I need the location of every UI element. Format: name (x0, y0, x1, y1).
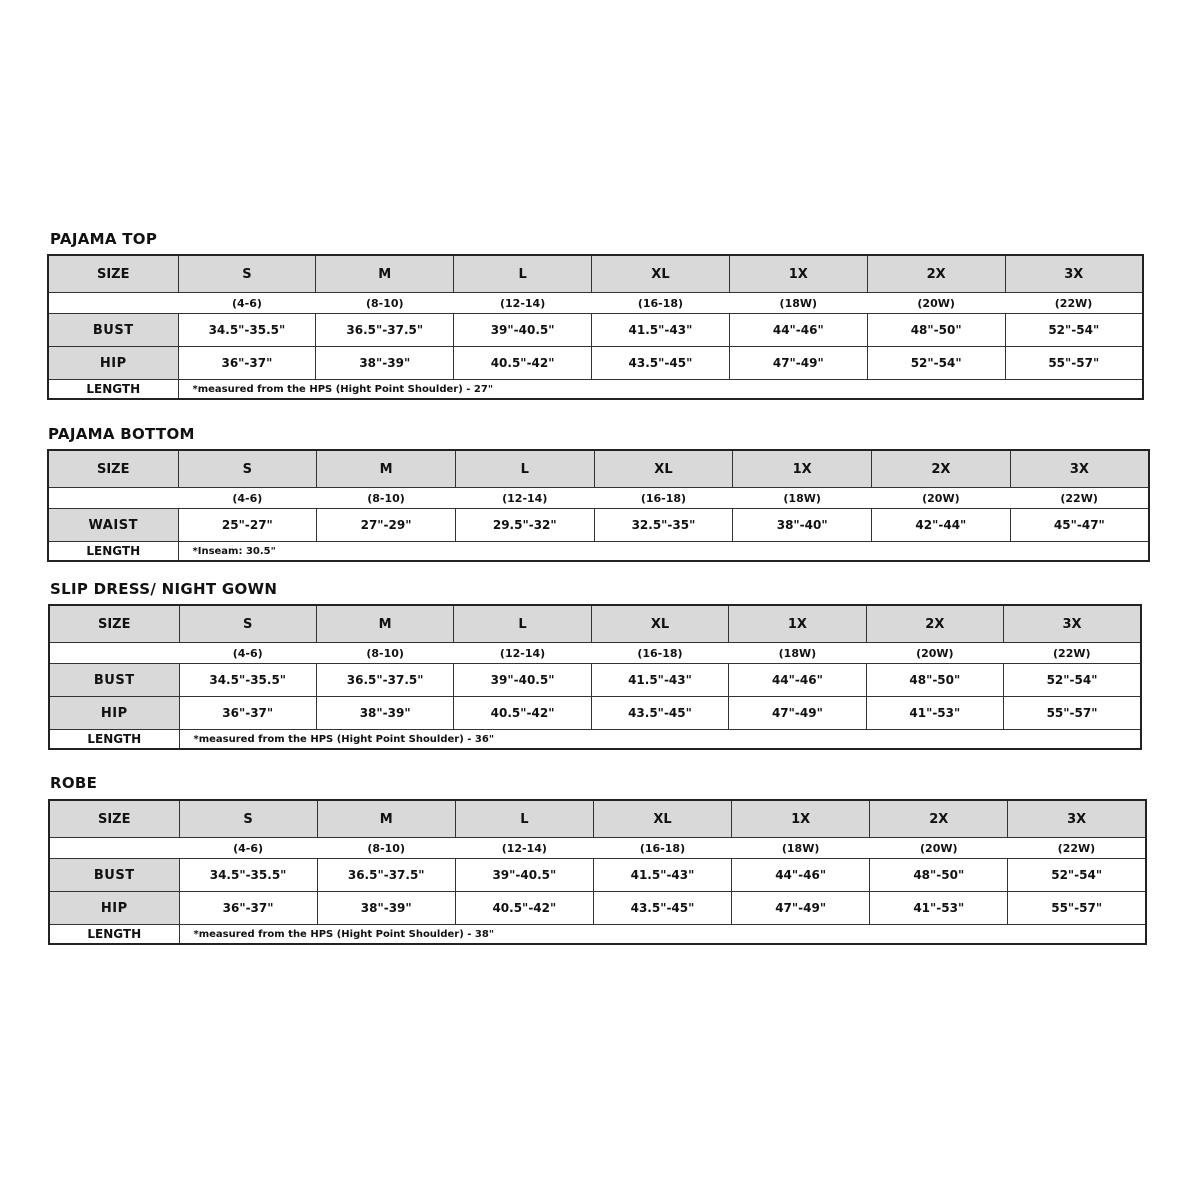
size-l: L (454, 605, 591, 643)
numeric-size: (18W) (729, 643, 866, 664)
size-table-robe (48, 799, 1147, 945)
measurement-cell: 39"-40.5" (454, 664, 591, 697)
size-header-row (49, 800, 1146, 838)
measurement-cell: 25"-27" (178, 509, 317, 542)
bust-row (49, 664, 1141, 697)
numeric-size: (4-6) (178, 293, 316, 314)
row-label-hip: HIP (48, 347, 178, 380)
row-label-bust: BUST (49, 664, 179, 697)
measurement-cell: 47"-49" (729, 697, 866, 730)
size-header-row (48, 255, 1143, 293)
measurement-cell: 52"-54" (867, 347, 1005, 380)
measurement-cell: 45"-47" (1010, 509, 1149, 542)
length-note: *Inseam: 30.5" (178, 542, 1149, 562)
numeric-size: (18W) (729, 293, 867, 314)
measurement-cell: 42"-44" (872, 509, 1011, 542)
measurement-cell: 52"-54" (1004, 664, 1141, 697)
hip-row (49, 697, 1141, 730)
size-m: M (317, 450, 456, 488)
numeric-size: (4-6) (178, 488, 317, 509)
length-note: *measured from the HPS (Hight Point Shoulder) - 38" (179, 925, 1146, 945)
bust-row (48, 314, 1143, 347)
size-3x: 3X (1005, 255, 1143, 293)
numeric-size-row (49, 838, 1146, 859)
length-note: *measured from the HPS (Hight Point Shoulder) - 36" (179, 730, 1141, 750)
numeric-size: (18W) (732, 838, 870, 859)
waist-row (48, 509, 1149, 542)
measurement-cell: 47"-49" (732, 892, 870, 925)
size-label: SIZE (48, 450, 178, 488)
numeric-blank (49, 643, 179, 664)
size-header-row (48, 450, 1149, 488)
measurement-cell: 38"-39" (316, 347, 454, 380)
measurement-cell: 36"-37" (178, 347, 316, 380)
numeric-size: (16-18) (592, 293, 730, 314)
numeric-size: (4-6) (179, 838, 317, 859)
measurement-cell: 38"-40" (733, 509, 872, 542)
size-s: S (178, 450, 317, 488)
measurement-cell: 41.5"-43" (591, 664, 728, 697)
numeric-size: (22W) (1004, 643, 1141, 664)
size-s: S (179, 605, 316, 643)
size-table-pajama-bottom (47, 449, 1150, 562)
numeric-blank (48, 293, 178, 314)
hip-row (48, 347, 1143, 380)
size-3x: 3X (1008, 800, 1146, 838)
numeric-size: (22W) (1005, 293, 1143, 314)
size-s: S (178, 255, 316, 293)
numeric-size: (16-18) (591, 643, 728, 664)
numeric-size: (22W) (1010, 488, 1149, 509)
row-label-waist: WAIST (48, 509, 178, 542)
measurement-cell: 34.5"-35.5" (179, 859, 317, 892)
measurement-cell: 43.5"-45" (592, 347, 730, 380)
size-1x: 1X (733, 450, 872, 488)
numeric-size: (8-10) (316, 643, 453, 664)
size-xl: XL (592, 255, 730, 293)
measurement-cell: 55"-57" (1008, 892, 1146, 925)
numeric-size-row (48, 293, 1143, 314)
measurement-cell: 27"-29" (317, 509, 456, 542)
row-label-bust: BUST (48, 314, 178, 347)
measurement-cell: 44"-46" (729, 314, 867, 347)
size-xl: XL (593, 800, 731, 838)
length-row (49, 730, 1141, 750)
numeric-size: (16-18) (594, 488, 733, 509)
measurement-cell: 36.5"-37.5" (316, 664, 453, 697)
measurement-cell: 44"-46" (729, 664, 866, 697)
numeric-blank (48, 488, 178, 509)
measurement-cell: 47"-49" (729, 347, 867, 380)
size-2x: 2X (872, 450, 1011, 488)
numeric-size: (20W) (867, 293, 1005, 314)
measurement-cell: 40.5"-42" (454, 347, 592, 380)
numeric-size-row (49, 643, 1141, 664)
numeric-size: (12-14) (455, 838, 593, 859)
measurement-cell: 52"-54" (1008, 859, 1146, 892)
numeric-size: (8-10) (317, 488, 456, 509)
size-2x: 2X (867, 255, 1005, 293)
section-title-slip-dress: SLIP DRESS/ NIGHT GOWN (50, 580, 278, 598)
measurement-cell: 36"-37" (179, 892, 317, 925)
bust-row (49, 859, 1146, 892)
measurement-cell: 38"-39" (316, 697, 453, 730)
size-xl: XL (591, 605, 728, 643)
numeric-size: (20W) (866, 643, 1003, 664)
numeric-size: (20W) (872, 488, 1011, 509)
length-note: *measured from the HPS (Hight Point Shoulder) - 27" (178, 380, 1143, 400)
numeric-size: (4-6) (179, 643, 316, 664)
section-title-pajama-top: PAJAMA TOP (50, 230, 158, 248)
measurement-cell: 34.5"-35.5" (178, 314, 316, 347)
numeric-size: (12-14) (454, 293, 592, 314)
measurement-cell: 32.5"-35" (594, 509, 733, 542)
length-row (48, 380, 1143, 400)
measurement-cell: 48"-50" (866, 664, 1003, 697)
numeric-size: (20W) (870, 838, 1008, 859)
row-label-hip: HIP (49, 892, 179, 925)
measurement-cell: 36"-37" (179, 697, 316, 730)
measurement-cell: 44"-46" (732, 859, 870, 892)
measurement-cell: 39"-40.5" (454, 314, 592, 347)
numeric-blank (49, 838, 179, 859)
measurement-cell: 41.5"-43" (592, 314, 730, 347)
hip-row (49, 892, 1146, 925)
measurement-cell: 48"-50" (870, 859, 1008, 892)
measurement-cell: 36.5"-37.5" (316, 314, 454, 347)
size-m: M (316, 605, 453, 643)
measurement-cell: 55"-57" (1004, 697, 1141, 730)
measurement-cell: 55"-57" (1005, 347, 1143, 380)
row-label-length: LENGTH (49, 730, 179, 750)
numeric-size: (16-18) (593, 838, 731, 859)
size-xl: XL (594, 450, 733, 488)
size-table-pajama-top (47, 254, 1144, 400)
numeric-size: (8-10) (316, 293, 454, 314)
size-s: S (179, 800, 317, 838)
row-label-hip: HIP (49, 697, 179, 730)
measurement-cell: 34.5"-35.5" (179, 664, 316, 697)
measurement-cell: 29.5"-32" (455, 509, 594, 542)
size-label: SIZE (49, 800, 179, 838)
length-row (49, 925, 1146, 945)
size-m: M (316, 255, 454, 293)
size-2x: 2X (870, 800, 1008, 838)
row-label-length: LENGTH (48, 380, 178, 400)
size-1x: 1X (732, 800, 870, 838)
section-title-robe: ROBE (50, 774, 98, 792)
measurement-cell: 38"-39" (317, 892, 455, 925)
measurement-cell: 48"-50" (867, 314, 1005, 347)
numeric-size: (12-14) (455, 488, 594, 509)
length-row (48, 542, 1149, 562)
row-label-bust: BUST (49, 859, 179, 892)
measurement-cell: 52"-54" (1005, 314, 1143, 347)
size-header-row (49, 605, 1141, 643)
size-label: SIZE (49, 605, 179, 643)
size-l: L (455, 450, 594, 488)
row-label-length: LENGTH (49, 925, 179, 945)
size-l: L (454, 255, 592, 293)
numeric-size-row (48, 488, 1149, 509)
size-1x: 1X (729, 255, 867, 293)
size-2x: 2X (866, 605, 1003, 643)
measurement-cell: 40.5"-42" (455, 892, 593, 925)
numeric-size: (22W) (1008, 838, 1146, 859)
size-1x: 1X (729, 605, 866, 643)
size-3x: 3X (1010, 450, 1149, 488)
size-3x: 3X (1004, 605, 1141, 643)
measurement-cell: 40.5"-42" (454, 697, 591, 730)
measurement-cell: 43.5"-45" (593, 892, 731, 925)
section-title-pajama-bottom: PAJAMA BOTTOM (48, 425, 195, 443)
numeric-size: (18W) (733, 488, 872, 509)
measurement-cell: 43.5"-45" (591, 697, 728, 730)
measurement-cell: 41"-53" (866, 697, 1003, 730)
measurement-cell: 41"-53" (870, 892, 1008, 925)
measurement-cell: 36.5"-37.5" (317, 859, 455, 892)
size-m: M (317, 800, 455, 838)
measurement-cell: 39"-40.5" (455, 859, 593, 892)
size-table-slip-dress (48, 604, 1142, 750)
row-label-length: LENGTH (48, 542, 178, 562)
numeric-size: (12-14) (454, 643, 591, 664)
size-l: L (455, 800, 593, 838)
size-label: SIZE (48, 255, 178, 293)
measurement-cell: 41.5"-43" (593, 859, 731, 892)
numeric-size: (8-10) (317, 838, 455, 859)
